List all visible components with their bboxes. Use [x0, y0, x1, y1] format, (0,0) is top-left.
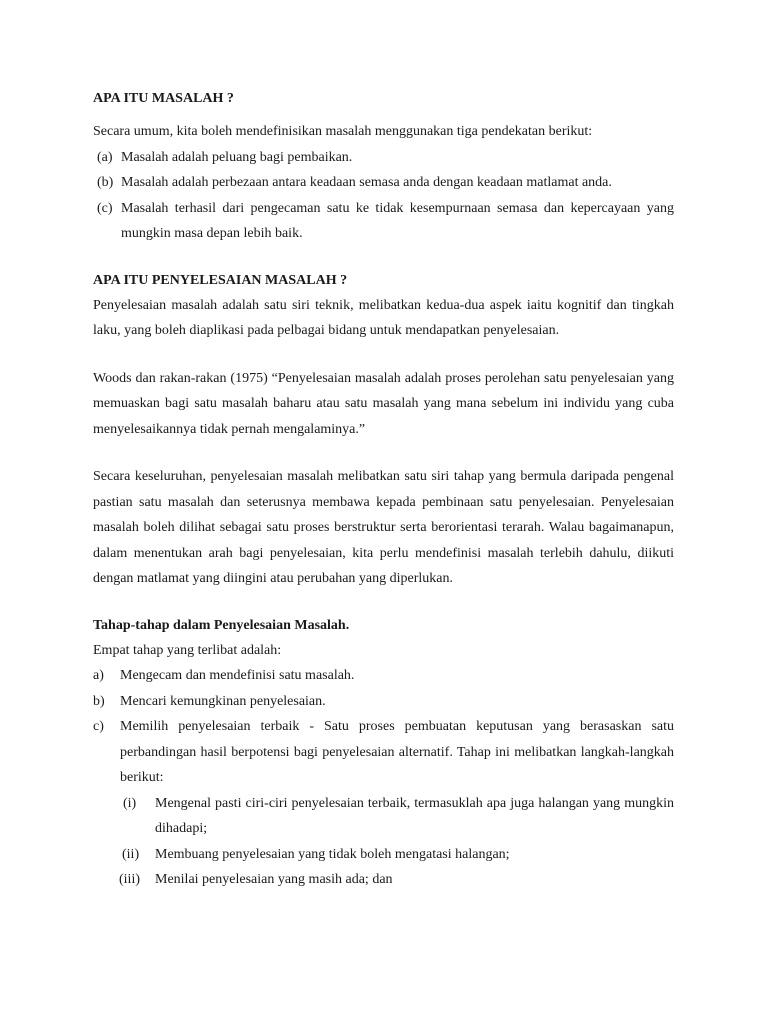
substeps-list — [93, 791, 674, 893]
definition-list — [93, 145, 674, 247]
section-heading-penyelesaian-masalah: APA ITU PENYELESAIAN MASALAH ? — [93, 272, 348, 288]
list-item-text: Masalah adalah peluang bagi pembaikan. — [121, 149, 353, 165]
list-item-text: Mencari kemungkinan penyelesaian. — [120, 693, 326, 709]
section2-paragraph-2: Woods dan rakan-rakan (1975) “Penyelesaian masalah adalah proses perolehan satu penyelesaian yang memuaskan bagi satu masalah baharu atau satu masalah yang mana sebelum ini individu yang cuba menyelesaikannya tidak pernah mengalaminya.” — [93, 370, 674, 437]
list-item-text: Masalah adalah perbezaan antara keadaan semasa anda dengan keadaan matlamat anda. — [121, 175, 612, 190]
section3-intro: Empat tahap yang terlibat adalah: — [93, 642, 282, 658]
list-item-text: Mengenal pasti ciri-ciri penyelesaian terbaik, termasuklah apa juga halangan yang mungkin dihadapi; — [155, 795, 674, 836]
substep-item-ii — [93, 842, 674, 868]
list-item-text: Memilih penyelesaian terbaik - Satu proses pembuatan keputusan yang berasaskan satu perbandingan hasil berpotensi bagi penyelesaian alternatif. Tahap ini melibatkan langkah-langkah berikut: — [120, 719, 674, 785]
list-marker: (iii) — [119, 872, 140, 887]
stage-item-a — [93, 663, 674, 689]
definition-item-c — [93, 196, 674, 247]
section-heading-tahap-tahap: Tahap-tahap dalam Penyelesaian Masalah. — [93, 617, 350, 633]
list-marker: (a) — [97, 149, 113, 165]
list-marker: (c) — [97, 200, 113, 216]
section1-intro: Secara umum, kita boleh mendefinisikan masalah menggunakan tiga pendekatan berikut: — [93, 124, 593, 139]
section2-paragraph-1: Penyelesaian masalah adalah satu siri teknik, melibatkan kedua-dua aspek iaitu kognitif dan tingkah laku, yang boleh diaplikasi pada pelbagai bidang untuk mendapatkan penyelesaian. — [93, 297, 674, 338]
list-marker: (ii) — [122, 846, 140, 862]
list-marker: c) — [93, 719, 104, 734]
list-marker: a) — [93, 668, 104, 683]
list-item-text: Mengecam dan mendefinisi satu masalah. — [120, 668, 355, 683]
list-item-text: Membuang penyelesaian yang tidak boleh mengatasi halangan; — [155, 846, 510, 862]
list-item-text: Masalah terhasil dari pengecaman satu ke tidak kesempurnaan semasa dan kepercayaan yang mungkin masa depan lebih baik. — [121, 200, 674, 241]
section-heading-apa-itu-masalah: APA ITU MASALAH ? — [93, 91, 234, 106]
substep-item-iii — [93, 867, 674, 893]
list-marker: (b) — [97, 175, 114, 190]
document-page — [93, 87, 674, 893]
section2-paragraph-3: Secara keseluruhan, penyelesaian masalah melibatkan satu siri tahap yang bermula daripada pengenal pastian satu masalah dan seterusnya membawa kepada pembinaan satu penyelesaian. Penyelesaian masalah boleh dilihat sebagai satu proses berstruktur serta berorientasi terarah. Walau bagaimanapun, dalam menentukan arah bagi penyelesaian, kita perlu mendefinisi masalah terlebih dahulu, diikuti dengan matlamat yang diingini atau perubahan yang diperlukan. — [93, 469, 674, 586]
list-marker: (i) — [123, 795, 137, 811]
definition-item-b — [93, 170, 674, 196]
substep-item-i — [93, 791, 674, 842]
definition-item-a — [93, 145, 674, 171]
stage-item-c — [93, 714, 674, 791]
list-item-text: Menilai penyelesaian yang masih ada; dan — [155, 872, 393, 887]
stage-item-b — [93, 689, 674, 715]
stages-list — [93, 663, 674, 791]
list-marker: b) — [93, 693, 105, 709]
